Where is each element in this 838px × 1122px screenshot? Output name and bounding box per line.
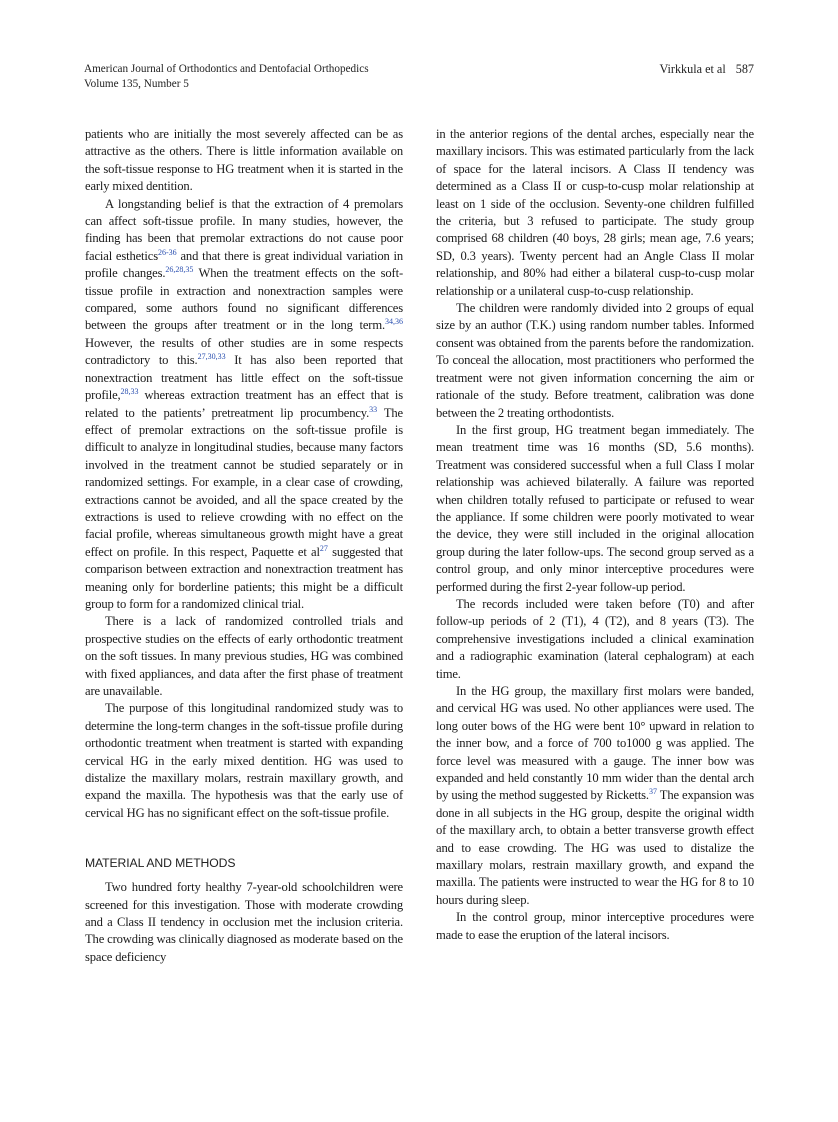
citation-ref[interactable]: 34,36 bbox=[385, 317, 403, 327]
paragraph: In the control group, minor interceptive procedures were made to ease the eruption of the lateral incisors. bbox=[436, 910, 754, 942]
paragraph: in the anterior regions of the dental arches, especially near the maxillary incisors. This was estimated particularly from the lack of space for the lateral incisors. A Class II tendency was determined as a Class II or cusp-to-cusp molar relationship at least on 1 side of the occlusion. Seventy-one children fulfilled the criteria, but 3 refused to participate. The study group comprised 68 children (40 boys, 28 girls; mean age, 7.6 years; SD, 0.3 years). Twenty percent had an Angle Class II molar relationship, and 80% had either a bilateral cusp-to-cusp molar relationship or a unilateral cusp-to-cusp relationship. bbox=[436, 127, 754, 298]
paragraph: The purpose of this longitudinal randomized study was to determine the long-term changes in the soft-tissue profile during orthodontic treatment when treatment is started with expanding cervical HG in the early mixed dentition. HG was used to distalize the maxillary molars, restrain maxillary growth, and expand the maxilla. The hypothesis was that the early use of cervical HG has no significant effect on the soft-tissue profile. bbox=[85, 701, 403, 820]
paragraph: Two hundred forty healthy 7-year-old schoolchildren were screened for this investigation. Those with moderate crowding and a Class II tendency in occlusion met the inclusion criteria. The crowding was clinically diagnosed as moderate based on the space deficiency bbox=[85, 880, 403, 964]
journal-volume: Volume 135, Number 5 bbox=[84, 77, 189, 90]
citation-ref[interactable]: 26-36 bbox=[157, 247, 177, 257]
paragraph: A longstanding belief is that the extraction of 4 premolars can affect soft-tissue profile. In many studies, however, the finding has been that premolar extractions do not cause poor facial esthetics$^{26-36}$ and that there is great individual variation in profile changes.$^{26,28,35}$ When the treatment effects on the soft-tissue profile in extraction and nonextraction samples were compared, some authors found no significant differences between the groups after treatment or in the long term.$^{34,36}$ However, the results of other studies are in some respects contradictory to this.$^{27,30,33}$ It has also been reported that nonextraction treatment has little effect on the soft-tissue profile,$^{28,33}$ whereas extraction treatment has an effect that is related to the patients’ pretreatment lip procumbency.$^{33}$ The effect of premolar extractions on the soft-tissue profile is difficult to analyze in longitudinal studies, because many factors involved in the treatment cannot be studied separately or in randomized settings. For example, in a clear case of crowding, extractions cannot be avoided, and all the space created by the extractions is used to relieve crowding with no effect on the facial profile, whereas simultaneous growth might have a great effect on profile. In this respect, Paquette et $al^{27}$ suggested that comparison between extraction and nonextraction treatment has meaning only for borderline patients; this might be a difficult group to form for a randomized clinical trial. bbox=[85, 196, 404, 611]
section-heading: MATERIAL AND METHODS bbox=[85, 856, 236, 871]
citation-ref[interactable]: 37 bbox=[648, 787, 657, 797]
journal-info bbox=[84, 62, 369, 91]
paragraph: There is a lack of randomized controlled trials and prospective studies on the effects of early orthodontic treatment on the soft tissues. In many previous studies, HG was combined with fixed appliances, and data after the first phase of treatment are unavailable. bbox=[85, 614, 403, 698]
paragraph: patients who are initially the most severely affected can be as attractive as the others. There is little information available on the soft-tissue response to HG treatment when it is started in the early mixed dentition. bbox=[85, 127, 403, 194]
paragraph: In the first group, HG treatment began immediately. The mean treatment time was 16 months (SD, 5.6 months). Treatment was considered successful when a full Class I molar relationship was achieved bilaterally. A failure was reported when children totally refused to participate or refused to wear the appliance. If some children were poorly motivated to wear the device, they were still included in the original allocation group during the later follow-ups. The second group served as a control group, and only minor interceptive procedures were performed during the first 2-year follow-up period. bbox=[436, 422, 754, 594]
citation-ref[interactable]: 28,33 bbox=[120, 387, 139, 397]
paragraph: In the HG group, the maxillary first molars were banded, and cervical HG was used. No other appliances were used. The long outer bows of the HG were bent 10° upward in relation to the inner bow, and a force of 700 to1000 g was applied. The force level was measured with a gauge. The inner bow was expanded and held constantly 10 mm wider than the dental arch by using the method suggested by Ricketts.$^{37}$ The expansion was done in all subjects in the HG group, despite the original width of the maxillary arch, to obtain a better transverse growth effect and to ease crowding. The HG was used to distalize the maxillary molars, restrain maxillary growth, and expand the maxilla. The patients were instructed to wear the HG for 8 to 10 hours during sleep. bbox=[436, 684, 754, 907]
journal-title: American Journal of Orthodontics and Dentofacial Orthopedics bbox=[84, 63, 369, 75]
page-info bbox=[659, 62, 754, 77]
right-column bbox=[436, 126, 754, 944]
paragraph: The children were randomly divided into 2 groups of equal size by an author (T.K.) using random number tables. Informed consent was obtained from the parents before the randomization. To conceal the allocation, most practitioners who performed the treatment were not given information concerning the aim or rationale of the study. Before treatment, calibration was done between the 2 treating orthodontists. bbox=[436, 301, 754, 420]
left-column bbox=[85, 126, 403, 966]
paragraph: The records included were taken before (T0) and after follow-up periods of 2 (T1), 4 (T2), and 8 years (T3). The comprehensive investigations included a clinical examination and a radiographic examination (lateral cephalogram) at each time. bbox=[436, 596, 754, 681]
page-number: 587 bbox=[735, 62, 754, 76]
citation-ref[interactable]: 27 bbox=[319, 543, 328, 553]
citation-ref[interactable]: 27,30,33 bbox=[197, 352, 226, 362]
citation-ref[interactable]: 26,28,35 bbox=[165, 265, 194, 275]
citation-ref[interactable]: 33 bbox=[369, 404, 378, 414]
author-running-title: Virkkula et al bbox=[659, 62, 726, 76]
